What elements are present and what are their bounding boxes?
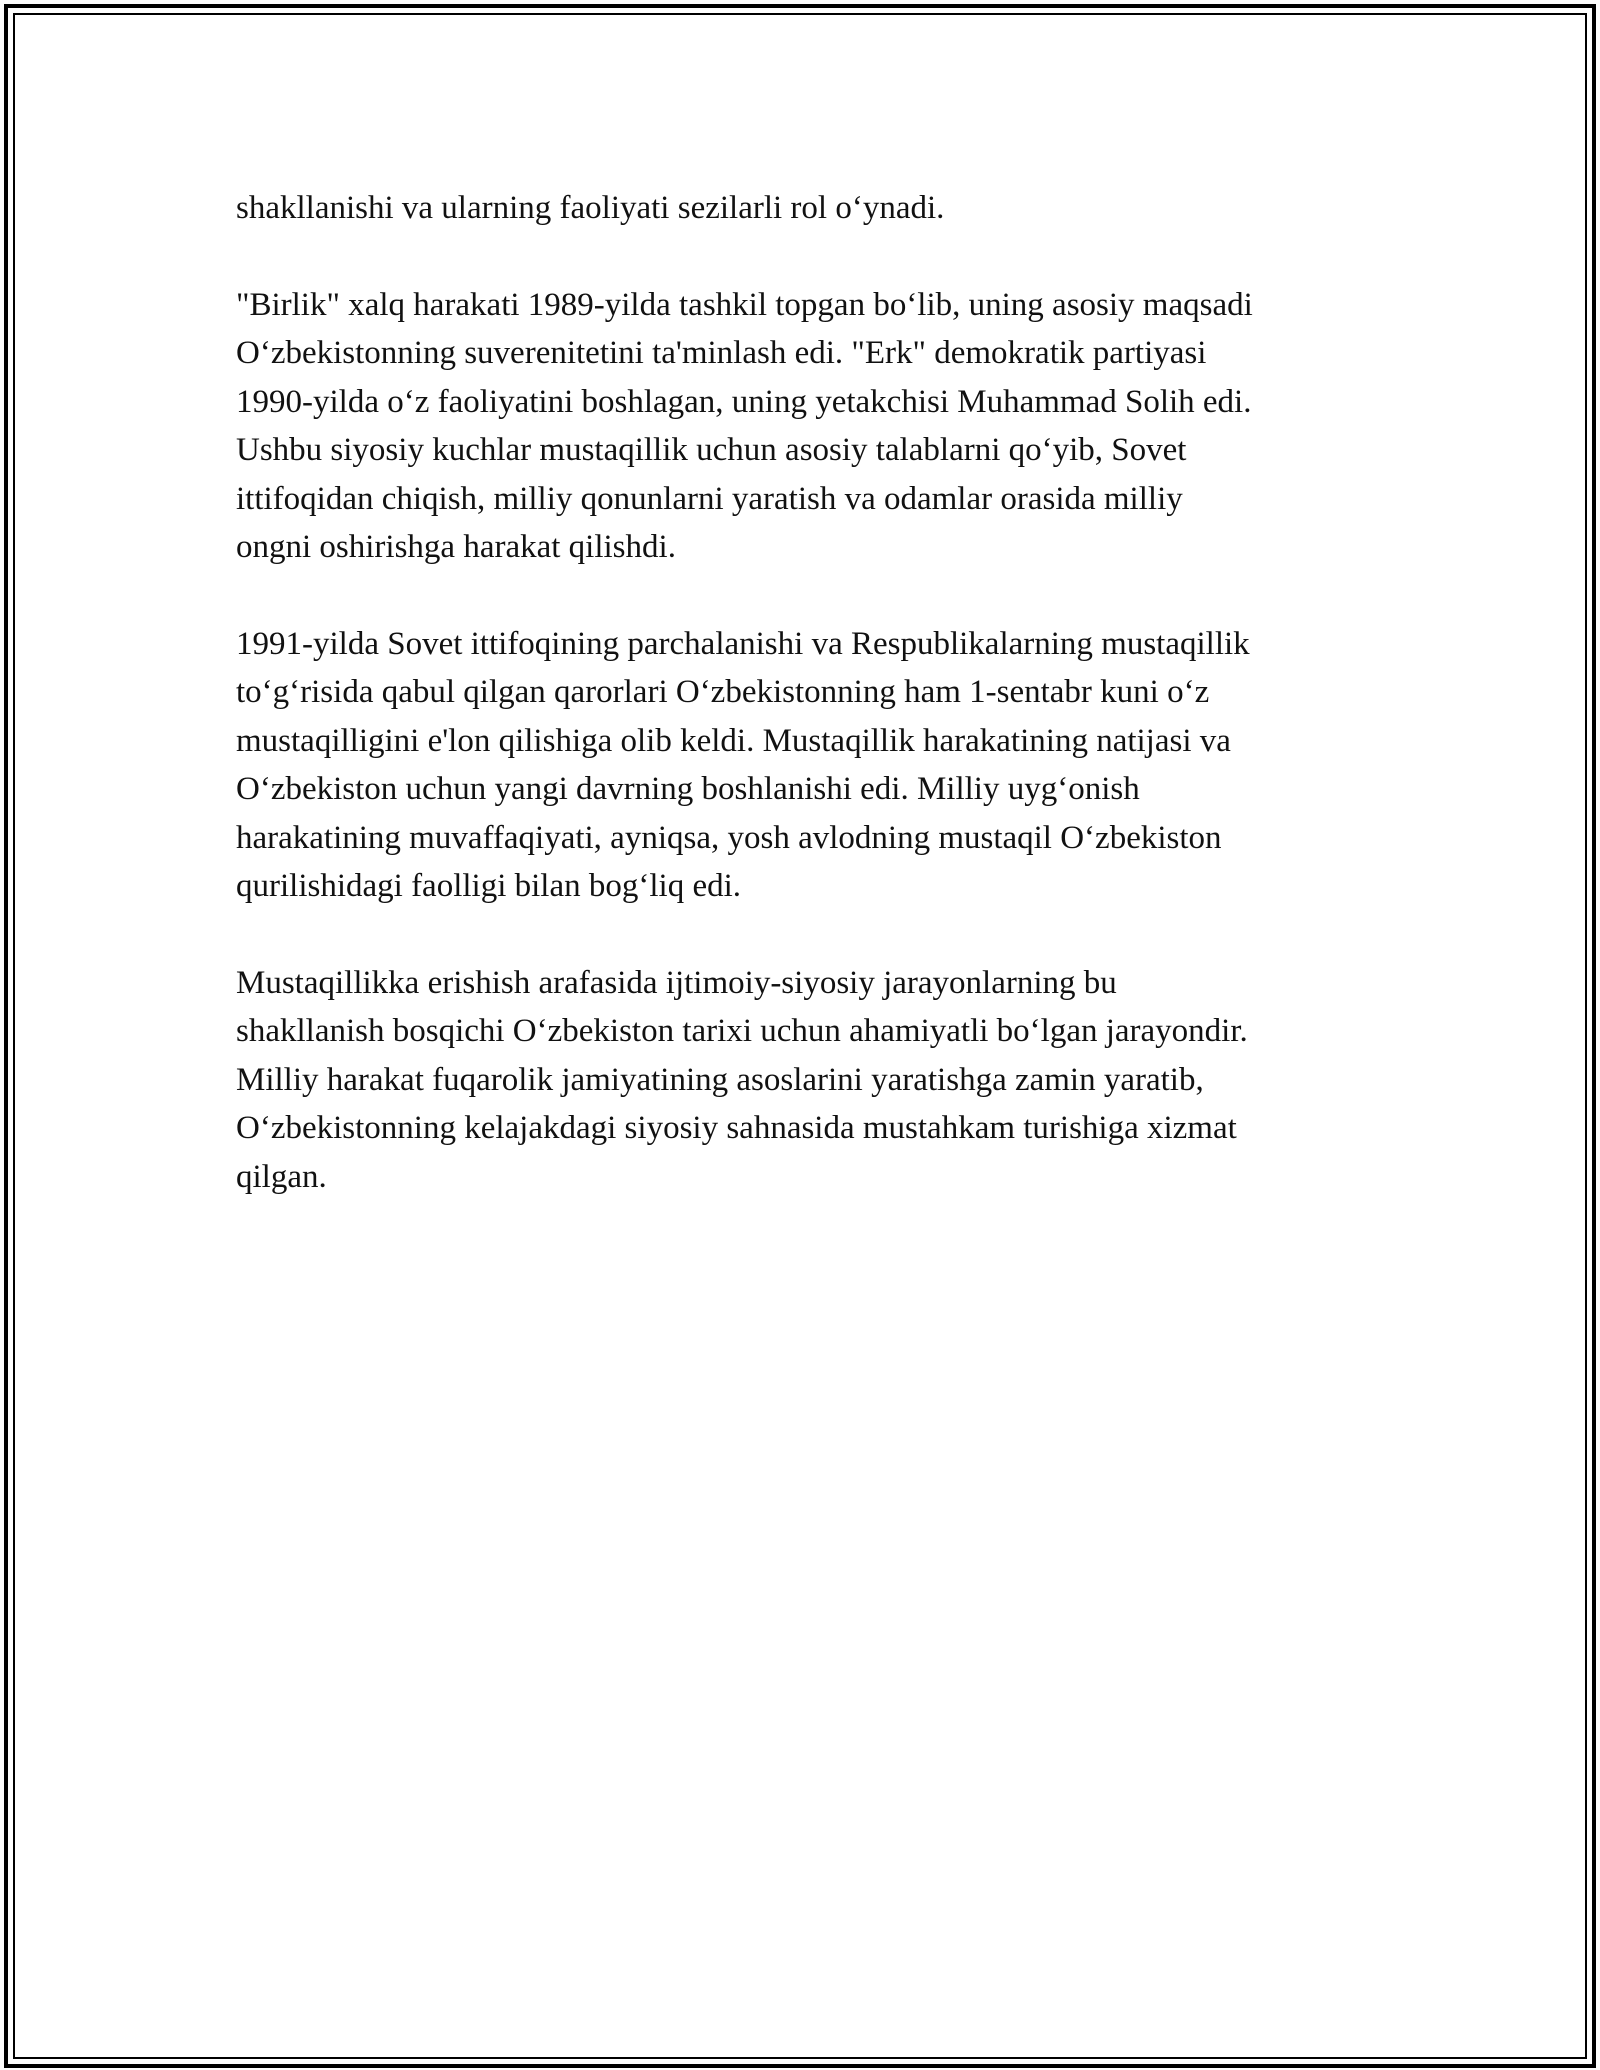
paragraph-1 [236, 184, 1376, 233]
paragraph-3 [236, 620, 1376, 911]
paragraph-2 [236, 281, 1376, 572]
text-line: harakatining muvaffaqiyati, ayniqsa, yosh avlodning mustaqil O‘zbekiston [236, 819, 1222, 856]
document-body [236, 184, 1376, 1249]
text-line: O‘zbekistonning suverenitetini ta'minlash edi. "Erk" demokratik partiyasi [236, 335, 1207, 371]
text-line: mustaqilligini e'lon qilishiga olib keldi. Mustaqillik harakatining natijasi va [236, 722, 1231, 759]
text-line: Mustaqillikka erishish arafasida ijtimoiy-siyosiy jarayonlarning bu [236, 964, 1117, 1001]
text-line: 1990-yilda o‘z faoliyatini boshlagan, uning yetakchisi Muhammad Solih edi. [236, 383, 1252, 420]
text-line: shakllanish bosqichi O‘zbekiston tarixi uchun ahamiyatli bo‘lgan jarayondir. [236, 1013, 1248, 1049]
text-line: O‘zbekiston uchun yangi davrning boshlanishi edi. Milliy uyg‘onish [236, 771, 1140, 807]
text-line: shakllanishi va ularning faoliyati sezilarli rol o‘ynadi. [236, 190, 945, 226]
text-line: qilgan. [236, 1158, 327, 1195]
text-line: 1991-yilda Sovet ittifoqining parchalanishi va Respublikalarning mustaqillik [236, 625, 1250, 662]
text-line: ongni oshirishga harakat qilishdi. [236, 529, 676, 565]
text-line: "Birlik" xalq harakati 1989-yilda tashkil topgan bo‘lib, uning asosiy maqsadi [236, 286, 1253, 323]
text-line: to‘g‘risida qabul qilgan qarorlari O‘zbekistonning ham 1-sentabr kuni o‘z [236, 674, 1210, 710]
text-line: O‘zbekistonning kelajakdagi siyosiy sahnasida mustahkam turishiga xizmat [236, 1110, 1237, 1146]
paragraph-4 [236, 959, 1376, 1202]
text-line: Milliy harakat fuqarolik jamiyatining asoslarini yaratishga zamin yaratib, [236, 1061, 1204, 1098]
text-line: Ushbu siyosiy kuchlar mustaqillik uchun asosiy talablarni qo‘yib, Sovet [236, 432, 1187, 468]
text-line: qurilishidagi faolligi bilan bog‘liq edi. [236, 868, 742, 904]
text-line: ittifoqidan chiqish, milliy qonunlarni yaratish va odamlar orasida milliy [236, 480, 1183, 517]
